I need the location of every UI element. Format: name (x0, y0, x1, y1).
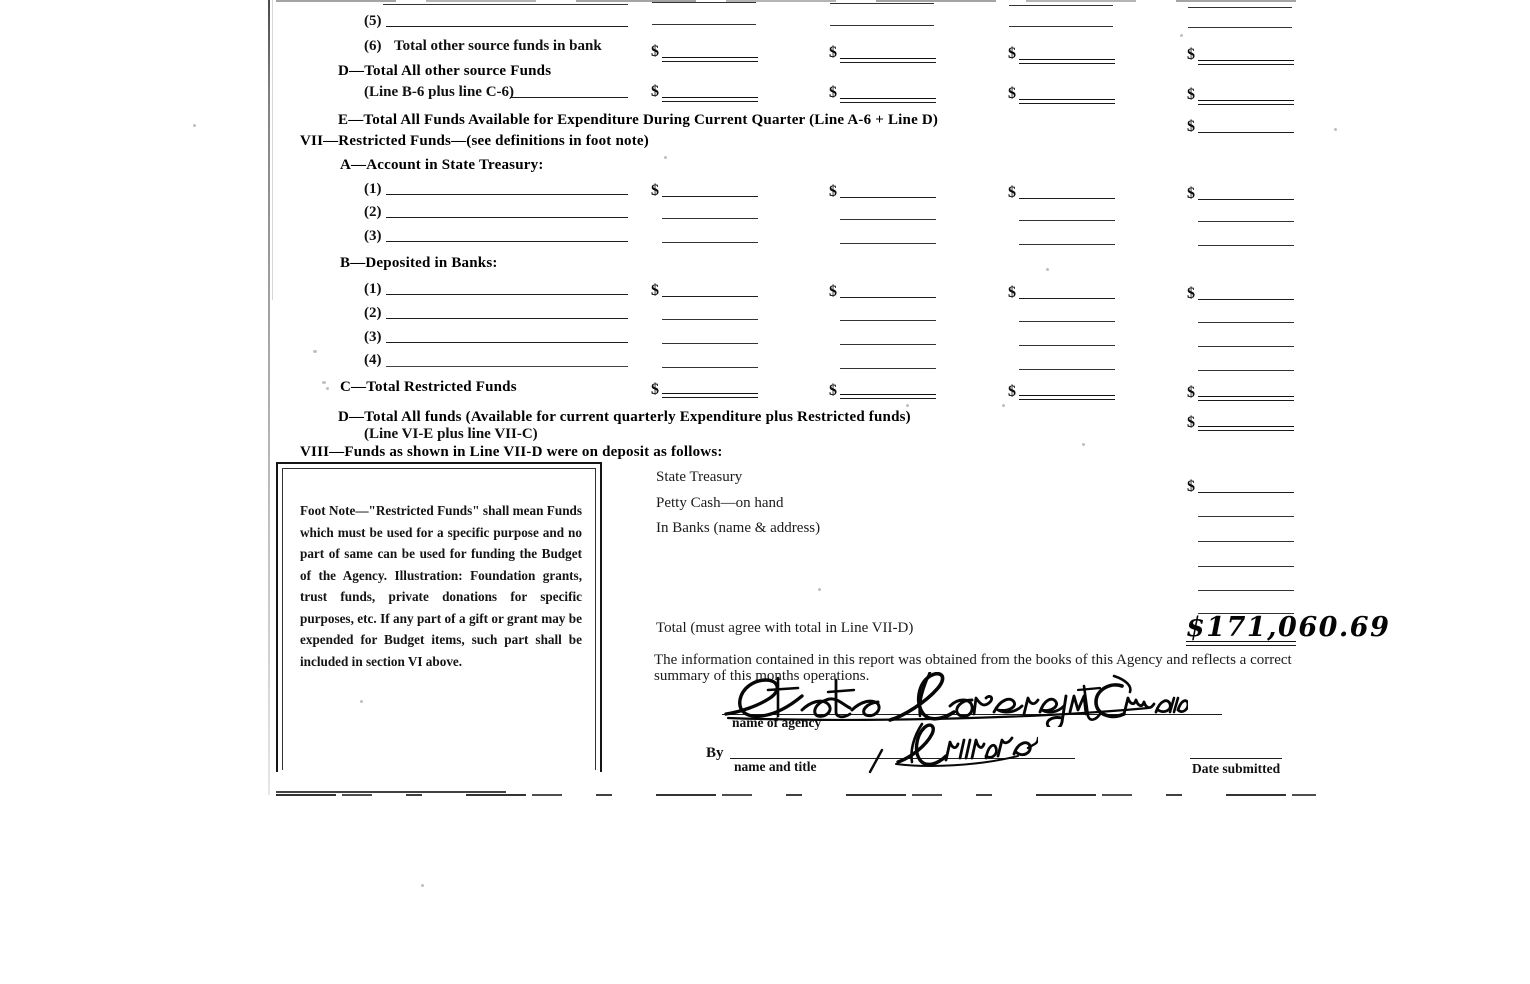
dollar-sign-c2-vii-a1: $ (829, 183, 837, 200)
line-label-vii-a-2: (2) (364, 204, 382, 220)
dollar-sign-c3-vii-a1: $ (1008, 184, 1016, 201)
amount-rule-c3-vii-b3 (1019, 345, 1115, 346)
amount-rule-c1-vii-b1 (662, 296, 758, 297)
amount-rule-c1-vii-b3 (662, 343, 758, 344)
amount-rule-c1-vi6 (662, 57, 758, 58)
amount-rule-c2-vii-b1 (840, 297, 936, 298)
line-label-vii-c: C—Total Restricted Funds (340, 379, 517, 395)
amount-rule-c3-vi-d (1019, 99, 1115, 100)
scan-speck (326, 387, 329, 390)
line-label-vii-b-2: (2) (364, 305, 382, 321)
amount-rule-c3-vi6 (1019, 59, 1115, 60)
scan-speck (818, 588, 821, 591)
line-label-vi-e: E—Total All Funds Available for Expenditure During Current Quarter (Line A-6 + Line D) (338, 112, 939, 128)
amount-rule-c1-vi-d (662, 97, 758, 98)
amount-rule-c2-vii-b4 (840, 368, 936, 369)
leader-rule-vii-a-2 (386, 217, 628, 218)
amount-rule-c3-vii-a1 (1019, 198, 1115, 199)
dollar-sign-c4-vii-d: $ (1187, 414, 1195, 431)
amount-rule-c1-vii-b2 (662, 319, 758, 320)
dollar-sign-c1-vi-d: $ (651, 83, 659, 100)
line-label-vii-b-1: (1) (364, 281, 382, 297)
scan-speck (1334, 128, 1337, 131)
leader-rule-vii-a-1 (386, 194, 628, 195)
deposit-row-in-banks: In Banks (name & address) (656, 520, 821, 536)
dollar-sign-c2-vi6: $ (829, 44, 837, 61)
scan-left-edge-secondary (272, 0, 273, 300)
line-text-vi-6: Total other source funds in bank (394, 38, 602, 54)
amount-rule-c2-vii-b3 (840, 344, 936, 345)
amount-rule-c3-vii-a2 (1019, 220, 1115, 221)
dollar-sign-c2-vi-d: $ (829, 84, 837, 101)
amount-rule-deposit-3 (1198, 541, 1294, 542)
dollar-sign-c2-vii-b1: $ (829, 283, 837, 300)
amount-rule-c1-vi5 (652, 24, 756, 25)
amount-rule-c3-vi4 (1009, 5, 1113, 6)
leader-rule-vi-d (510, 97, 628, 98)
amount-rule-deposit-4 (1198, 566, 1294, 567)
dollar-sign-c1-vii-c: $ (651, 381, 659, 398)
dollar-sign-c4-vii-b1: $ (1187, 285, 1195, 302)
stray-pen-mark (866, 748, 886, 779)
amount-rule-c1-vii-a1 (662, 196, 758, 197)
scan-speck (906, 404, 909, 407)
leader-rule-vii-b-3 (386, 342, 628, 343)
dollar-sign-c1-vii-b1: $ (651, 282, 659, 299)
amount-rule-deposit-1 (1198, 492, 1294, 493)
line-sub-vii-d: (Line VI-E plus line VII-C) (364, 426, 538, 442)
amount-rule-c4-vii-c (1198, 396, 1294, 397)
scan-speck (1082, 443, 1085, 446)
amount-rule-c3-vii-b1 (1019, 298, 1115, 299)
leader-rule-vii-b-2 (386, 318, 628, 319)
scan-speck (193, 124, 196, 127)
agency-handwritten-signature (718, 672, 1188, 727)
scan-speck (1180, 34, 1183, 37)
agency-caption: name of agency (732, 715, 822, 730)
title-handwritten-signature (888, 722, 1038, 770)
subsection-label-vii-b: B—Deposited in Banks: (340, 255, 498, 271)
amount-rule-c2-vi-d (840, 98, 936, 99)
amount-rule-c3-vii-b2 (1019, 321, 1115, 322)
leader-rule-vii-b-4 (386, 366, 628, 367)
deposit-row-state-treasury: State Treasury (656, 469, 743, 485)
line-label-vii-d: D—Total All funds (Available for current quarterly Expenditure plus Restricted funds) (338, 409, 911, 425)
amount-rule-c4-vii-b3 (1198, 346, 1294, 347)
dollar-sign-c4-vi-d: $ (1187, 86, 1195, 103)
dollar-sign-c1-vi6: $ (651, 43, 659, 60)
dollar-sign-c4-vii-c: $ (1187, 384, 1195, 401)
amount-rule-c4-vi-e (1198, 132, 1294, 133)
line-sub-vi-d: (Line B-6 plus line C-6) (364, 84, 515, 100)
amount-rule-c4-vii-b4 (1198, 370, 1294, 371)
amount-rule-c2-vii-a1 (840, 197, 936, 198)
amount-rule-c2-vii-a3 (840, 243, 936, 244)
amount-rule-c2-vii-a2 (840, 219, 936, 220)
leader-rule-vii-a-3 (386, 241, 628, 242)
amount-rule-c4-vii-b2 (1198, 322, 1294, 323)
amount-rule-c4-vii-a1 (1198, 199, 1294, 200)
scan-speck (313, 350, 317, 353)
amount-rule-c4-vii-a2 (1198, 221, 1294, 222)
amount-rule-c4-vii-a3 (1198, 245, 1294, 246)
dollar-sign-c3-vii-b1: $ (1008, 284, 1016, 301)
scan-bottom-edge (276, 794, 1316, 796)
section-heading-vii: VII—Restricted Funds—(see definitions in foot note) (300, 133, 649, 149)
scan-speck (664, 156, 667, 159)
amount-rule-c4-vii-b1 (1198, 299, 1294, 300)
amount-rule-c3-vii-b4 (1019, 369, 1115, 370)
amount-rule-c4-vii-d (1198, 426, 1294, 427)
amount-rule-deposit-5 (1198, 590, 1294, 591)
dollar-sign-c4-vii-a1: $ (1187, 185, 1195, 202)
scan-speck (1046, 268, 1049, 271)
name-title-caption: name and title (734, 759, 817, 774)
certification-line-1: The information contained in this report was obtained from the books of this Agency and reflects a correct (654, 652, 1292, 668)
line-label-vi-5: (5) (364, 13, 382, 29)
scan-speck (322, 381, 326, 384)
amount-rule-c2-vi4 (830, 3, 934, 4)
dollar-sign-c2-vii-c: $ (829, 382, 837, 399)
deposit-total-label: Total (must agree with total in Line VII-D) (656, 620, 914, 636)
line-label-vi-6: (6) (364, 38, 382, 54)
amount-rule-c2-vii-b2 (840, 320, 936, 321)
amount-rule-c2-vi6 (840, 58, 936, 59)
scan-left-edge (268, 0, 270, 795)
deposit-total-handwritten-value: $171,060.69 (1186, 612, 1391, 643)
deposit-row-petty-cash: Petty Cash—on hand (656, 495, 784, 511)
line-label-vii-a-1: (1) (364, 181, 382, 197)
line-label-vi-d: D—Total All other source Funds (338, 63, 552, 79)
date-submitted-line (1190, 758, 1282, 759)
amount-rule-c4-vi6 (1198, 60, 1294, 61)
leader-rule-vi-4 (383, 4, 628, 5)
dollar-sign-c4-vi-e: $ (1187, 118, 1195, 135)
footnote-text: Foot Note—"Restricted Funds" shall mean Funds which must be used for a specific purpose and no part of same can be used for funding the Budget of the Agency. Illustration: Foundation grants, trust funds, private donations for specific purposes, etc. If any part of a gift or grant may be expended for Budget items, such part shall be included in section VI above. (300, 503, 582, 669)
amount-rule-c1-vii-b4 (662, 367, 758, 368)
amount-rule-c4-vi-d (1198, 100, 1294, 101)
amount-rule-c4-vi5 (1188, 27, 1292, 28)
leader-rule-vi-5 (386, 26, 628, 27)
date-submitted-caption: Date submitted (1192, 761, 1281, 776)
certification-line-2: summary of this months operations. (654, 668, 870, 684)
amount-rule-c1-vii-a2 (662, 218, 758, 219)
amount-rule-c1-vi4 (652, 2, 756, 3)
line-label-vii-a-3: (3) (364, 228, 382, 244)
line-label-vii-b-3: (3) (364, 329, 382, 345)
dollar-sign-deposit-1: $ (1187, 478, 1195, 495)
scan-top-edge (276, 0, 1316, 2)
line-label-vii-b-4: (4) (364, 352, 382, 368)
amount-rule-c2-vi5 (830, 25, 934, 26)
amount-rule-c1-vii-c (662, 393, 758, 394)
amount-rule-c3-vi5 (1009, 26, 1113, 27)
scan-speck (1002, 404, 1005, 407)
by-label: By (706, 745, 724, 761)
amount-rule-c4-vi4 (1188, 7, 1292, 8)
dollar-sign-c3-vi6: $ (1008, 45, 1016, 62)
dollar-sign-c3-vii-c: $ (1008, 383, 1016, 400)
scan-bottom-edge-solid (276, 791, 506, 793)
dollar-sign-c4-vi6: $ (1187, 46, 1195, 63)
subsection-label-vii-a: A—Account in State Treasury: (340, 157, 544, 173)
amount-rule-c3-vii-c (1019, 395, 1115, 396)
leader-rule-vii-b-1 (386, 294, 628, 295)
amount-rule-deposit-2 (1198, 516, 1294, 517)
amount-rule-c3-vii-a3 (1019, 244, 1115, 245)
dollar-sign-c1-vii-a1: $ (651, 182, 659, 199)
amount-rule-c2-vii-c (840, 394, 936, 395)
scan-speck (421, 884, 424, 887)
amount-rule-c1-vii-a3 (662, 242, 758, 243)
dollar-sign-c3-vi-d: $ (1008, 85, 1016, 102)
section-heading-viii: VIII—Funds as shown in Line VII-D were on deposit as follows: (300, 444, 723, 460)
